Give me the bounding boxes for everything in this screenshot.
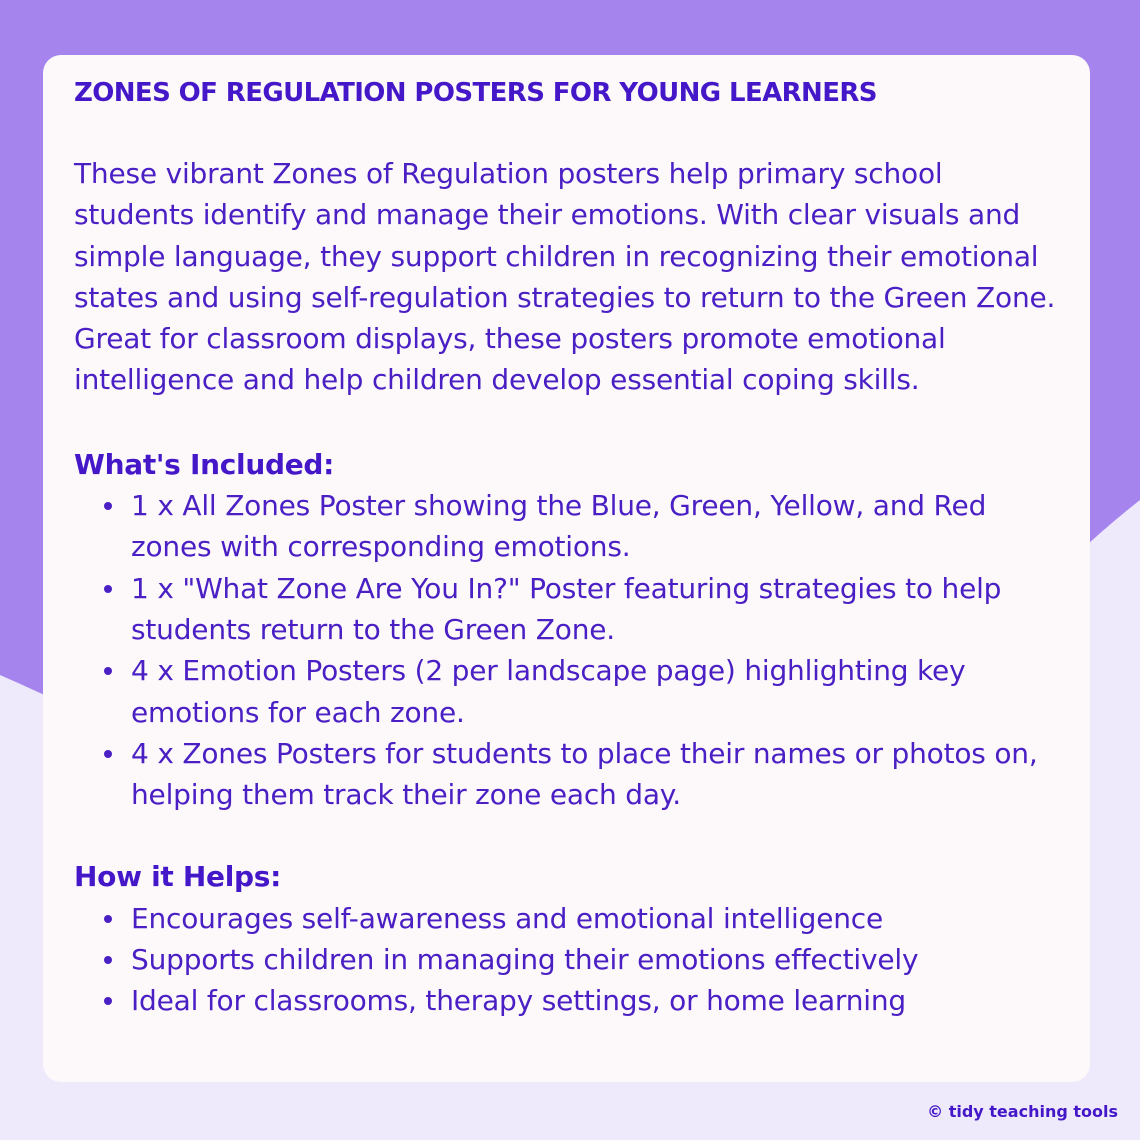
page-title: ZONES OF REGULATION POSTERS FOR YOUNG LEARNERS bbox=[74, 78, 877, 108]
bullet-icon bbox=[104, 667, 112, 675]
list-item bbox=[74, 485, 1070, 568]
bullet-icon bbox=[104, 997, 112, 1005]
list-item-text: 1 x "What Zone Are You In?" Poster featuring strategies to help students return to the Green Zone. bbox=[131, 571, 1002, 646]
bullet-icon bbox=[104, 750, 112, 758]
list-item bbox=[74, 733, 1070, 816]
bullet-icon bbox=[104, 585, 112, 593]
content-card bbox=[43, 55, 1090, 1082]
how-it-helps-heading: How it Helps: bbox=[74, 860, 282, 894]
bullet-icon bbox=[104, 915, 112, 923]
list-item bbox=[74, 980, 1070, 1021]
list-item-text: Ideal for classrooms, therapy settings, or home learning bbox=[131, 984, 907, 1018]
whats-included-heading: What's Included: bbox=[74, 447, 335, 481]
list-item-text: 4 x Zones Posters for students to place their names or photos on, helping them track their zone each day. bbox=[131, 736, 1038, 812]
copyright-footer: © tidy teaching tools bbox=[927, 1102, 1118, 1121]
how-it-helps-list bbox=[74, 898, 1070, 1022]
bullet-icon bbox=[104, 956, 112, 964]
list-item-text: 1 x All Zones Poster showing the Blue, Green, Yellow, and Red zones with corresponding emotions. bbox=[131, 489, 987, 564]
list-item bbox=[74, 650, 1070, 733]
whats-included-list bbox=[74, 485, 1070, 815]
list-item bbox=[74, 898, 1070, 939]
list-item bbox=[74, 568, 1070, 651]
list-item-text: Encourages self-awareness and emotional intelligence bbox=[131, 901, 883, 935]
intro-paragraph: These vibrant Zones of Regulation posters help primary school students identify and manage their emotions. With clear visuals and simple language, they support children in recognizing their emotional states and using self-regulation strategies to return to the Green Zone. Great for classroom displays, these posters promote emotional intelligence and help children develop essential coping skills. bbox=[74, 157, 1056, 397]
list-item-text: 4 x Emotion Posters (2 per landscape page) highlighting key emotions for each zone. bbox=[131, 654, 966, 729]
bullet-icon bbox=[104, 502, 112, 510]
list-item bbox=[74, 939, 1070, 980]
list-item-text: Supports children in managing their emotions effectively bbox=[131, 943, 919, 977]
